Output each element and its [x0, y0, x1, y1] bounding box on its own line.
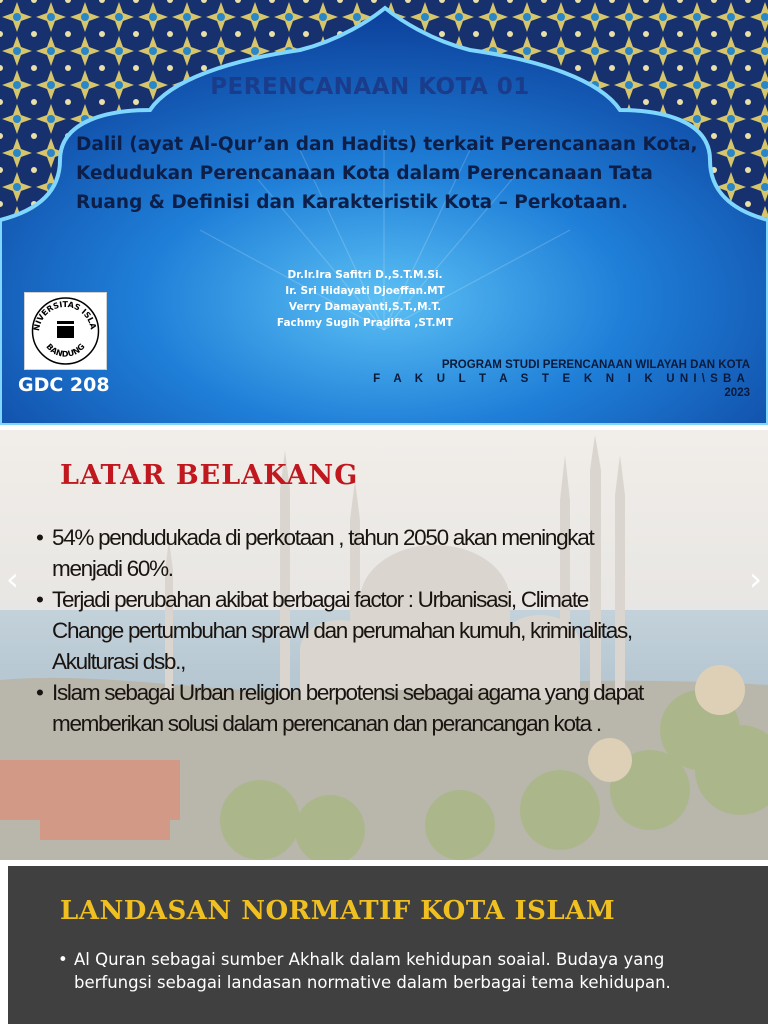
author-name: Verry Damayanti,S.T.,M.T.	[288, 301, 442, 313]
normative-slide	[8, 866, 768, 1024]
program-year: 2023	[724, 387, 750, 399]
bullet-icon: •	[36, 680, 43, 705]
next-slide-button[interactable]: ›	[749, 560, 762, 598]
bullet-list	[58, 948, 698, 994]
section-heading: LATAR BELAKANG	[60, 460, 359, 491]
author-name: Dr.Ir.Ira Safitri D.,S.T.M.Si.	[287, 269, 443, 281]
list-item: • Al Quran sebagai sumber Akhalk dalam kehidupan soaial. Budaya yang berfungsi sebagai landasan normative dalam berbagai tema kehidupan.	[58, 950, 671, 992]
bullet-list	[36, 522, 661, 739]
unisba-seal-icon	[25, 293, 106, 369]
background-slide	[0, 430, 768, 860]
prev-slide-button[interactable]: ‹	[6, 560, 19, 598]
university-logo	[24, 292, 107, 370]
list-item: • Islam sebagai Urban religion berpotensi sebagai agama yang dapat memberikan solusi dalam perencanan dan perancangan kota .	[36, 677, 661, 739]
list-item: • Terjadi perubahan akibat berbagai factor : Urbanisasi, Climate Change pertumbuhan sprawl dan perumahan kumuh, kriminalitas, Akulturasi dsb.,	[36, 584, 661, 677]
logo-text-bottom: BANDUNG	[44, 341, 87, 359]
logo-text-top: NIVERSITAS ISLA	[31, 299, 98, 332]
title-slide	[0, 0, 768, 425]
author-list	[240, 267, 490, 331]
subtitle-line: Kedudukan Perencanaan Kota dalam Perencanaan Tata	[76, 163, 653, 184]
subtitle-line: Ruang & Definisi dan Karakteristik Kota – Perkotaan.	[76, 192, 629, 213]
bullet-icon: •	[58, 950, 68, 969]
bullet-icon: •	[36, 525, 43, 550]
bullet-icon: •	[36, 587, 43, 612]
faculty-name: F A K U L T A S T E K N I K UNI\SBA	[373, 373, 750, 385]
section-heading: LANDASAN NORMATIF KOTA ISLAM	[60, 896, 616, 926]
slide-title: PERENCANAAN KOTA 01	[210, 74, 530, 100]
course-code: GDC 208	[18, 374, 110, 396]
program-name: PROGRAM STUDI PERENCANAAN WILAYAH DAN KOTA	[441, 359, 750, 371]
author-name: Fachmy Sugih Pradifta ,ST.MT	[276, 317, 454, 329]
author-name: Ir. Sri Hidayati Djoeffan.MT	[285, 285, 445, 297]
slide-subtitle	[76, 130, 716, 217]
list-item: • 54% pendudukada di perkotaan , tahun 2050 akan meningkat menjadi 60%.	[36, 522, 661, 584]
program-info	[373, 358, 750, 400]
subtitle-line: Dalil (ayat Al-Qur’an dan Hadits) terkait Perencanaan Kota,	[76, 134, 698, 155]
